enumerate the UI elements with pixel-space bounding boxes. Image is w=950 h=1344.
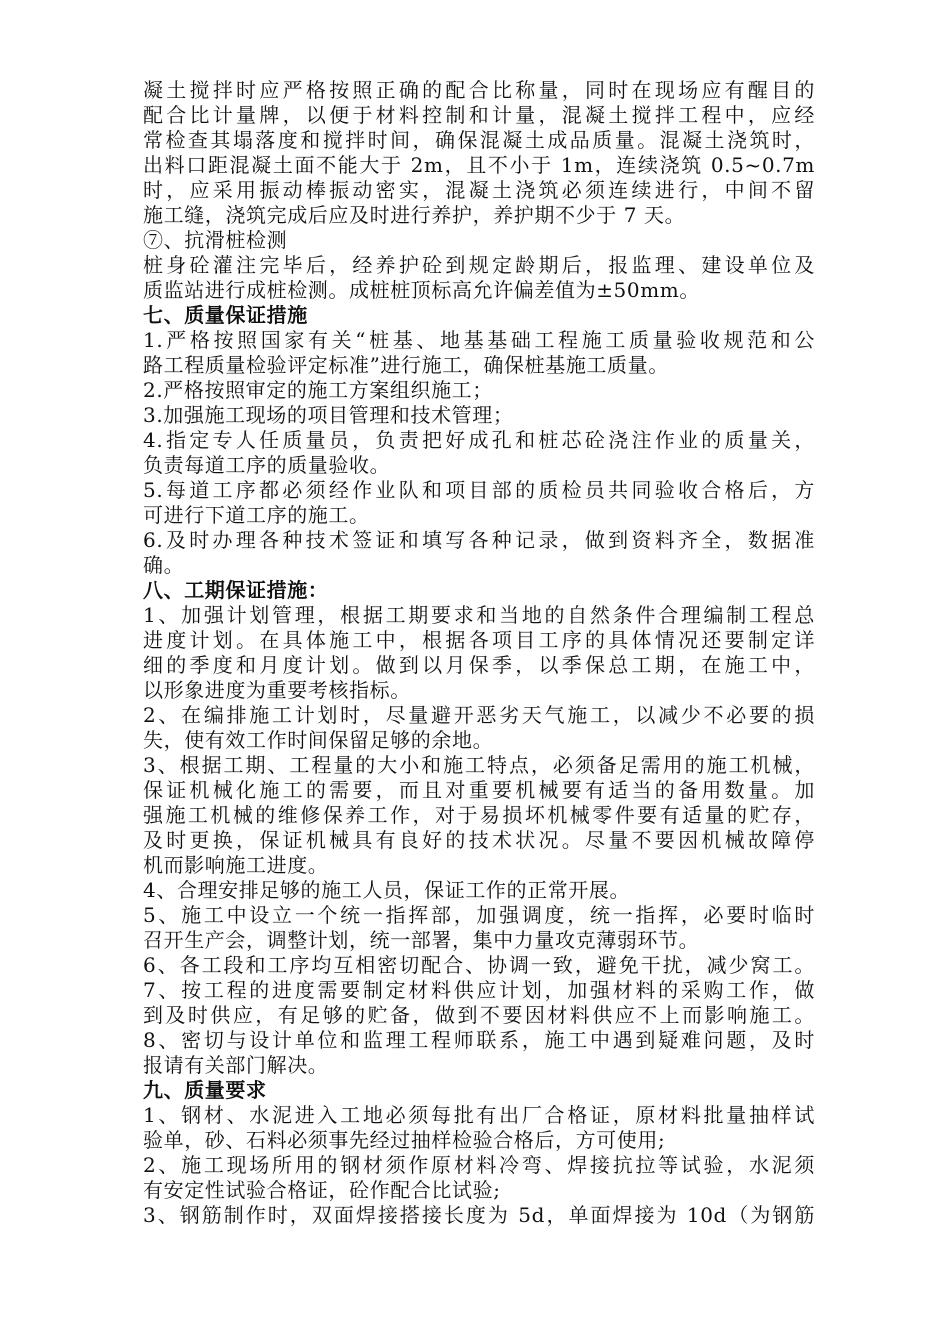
text-line: 1.严格按照国家有关“桩基、地基基础工程施工质量验收规范和公 xyxy=(143,328,815,352)
section-heading-quality-requirements: 九、质量要求 xyxy=(143,1078,267,1102)
text-line: 常检查其塌落度和搅拌时间，确保混凝土成品质量。混凝土浇筑时， xyxy=(143,128,815,152)
text-line: 1、钢材、水泥进入工地必须每批有出厂合格证，原材料批量抽样试 xyxy=(143,1103,815,1127)
text-line: 报请有关部门解决。 xyxy=(143,1053,329,1077)
text-line: 质监站进行成桩检测。成桩桩顶标高允许偏差值为±50mm。 xyxy=(143,278,700,302)
text-line: 以形象进度为重要考核指标。 xyxy=(143,678,411,702)
text-line: 3、钢筋制作时，双面焊接搭接长度为 5d，单面焊接为 10d（为钢筋 xyxy=(143,1203,815,1227)
text-line: 失，使有效工作时间保留足够的余地。 xyxy=(143,728,494,752)
text-line: 出料口距混凝土面不能大于 2m，且不小于 1m，连续浇筑 0.5~0.7m xyxy=(143,153,815,177)
text-line: 桩身砼灌注完毕后，经养护砼到规定龄期后，报监理、建设单位及 xyxy=(143,253,815,277)
text-line: 5.每道工序都必须经作业队和项目部的质检员共同验收合格后，方 xyxy=(143,478,815,502)
text-line: 负责每道工序的质量验收。 xyxy=(143,453,391,477)
text-line: 强施工机械的维修保养工作，对于易损坏机械零件要有适量的贮存， xyxy=(143,803,815,827)
text-line: 确。 xyxy=(143,553,185,577)
text-line: 有安定性试验合格证，砼作配合比试验; xyxy=(143,1178,501,1202)
text-line: 路工程质量检验评定标准”进行施工，确保桩基施工质量。 xyxy=(143,353,669,377)
text-line: 施工缝，浇筑完成后应及时进行养护，养护期不少于 7 天。 xyxy=(143,203,686,227)
section-heading-quality-assurance: 七、质量保证措施 xyxy=(143,303,308,327)
text-line: 配合比计量牌，以便于材料控制和计量，混凝土搅拌工程中，应经 xyxy=(143,103,815,127)
text-line: 6.及时办理各种技术签证和填写各种记录，做到资料齐全，数据准 xyxy=(143,528,815,552)
text-line: 2、在编排施工计划时，尽量避开恶劣天气施工，以减少不必要的损 xyxy=(143,703,815,727)
text-line: 3.加强施工现场的项目管理和技术管理； xyxy=(143,403,514,427)
text-line: 1、加强计划管理，根据工期要求和当地的自然条件合理编制工程总 xyxy=(143,603,815,627)
text-line: 5、施工中设立一个统一指挥部，加强调度，统一指挥，必要时临时 xyxy=(143,903,815,927)
text-line: 2、施工现场所用的钢材须作原材料冷弯、焊接抗拉等试验，水泥须 xyxy=(143,1153,815,1177)
text-line: 7、按工程的进度需要制定材料供应计划，加强材料的采购工作，做 xyxy=(143,978,815,1002)
text-line: 凝土搅拌时应严格按照正确的配合比称量，同时在现场应有醒目的 xyxy=(143,78,815,102)
text-line: 8、密切与设计单位和监理工程师联系，施工中遇到疑难问题，及时 xyxy=(143,1028,815,1052)
text-line: 验单，砂、石料必须事先经过抽样检验合格后，方可使用; xyxy=(143,1128,666,1152)
section-heading-schedule-assurance: 八、工期保证措施： xyxy=(143,578,329,602)
text-line: 4.指定专人任质量员，负责把好成孔和桩芯砼浇注作业的质量关， xyxy=(143,428,815,452)
text-line: 机而影响施工进度。 xyxy=(143,853,329,877)
text-line: 4、合理安排足够的施工人员，保证工作的正常开展。 xyxy=(143,878,631,902)
subsection-title: ⑦、抗滑桩检测 xyxy=(143,228,288,252)
text-line: 3、根据工期、工程量的大小和施工特点，必须备足需用的施工机械， xyxy=(143,753,815,777)
document-page xyxy=(143,78,815,1228)
text-line: 及时更换，保证机械具有良好的技术状况。尽量不要因机械故障停 xyxy=(143,828,815,852)
text-line: 时，应采用振动棒振动密实，混凝土浇筑必须连续进行，中间不留 xyxy=(143,178,815,202)
text-line: 到及时供应，有足够的贮备，做到不要因材料供应不上而影响施工。 xyxy=(143,1003,815,1027)
text-line: 细的季度和月度计划。做到以月保季，以季保总工期，在施工中， xyxy=(143,653,815,677)
text-line: 进度计划。在具体施工中，根据各项目工序的具体情况还要制定详 xyxy=(143,628,815,652)
text-line: 2.严格按照审定的施工方案组织施工； xyxy=(143,378,493,402)
text-line: 6、各工段和工序均互相密切配合、协调一致，避免干扰，减少窝工。 xyxy=(143,953,815,977)
text-line: 保证机械化施工的需要，而且对重要机械要有适当的备用数量。加 xyxy=(143,778,815,802)
text-line: 召开生产会，调整计划，统一部署，集中力量攻克薄弱环节。 xyxy=(143,928,700,952)
text-line: 可进行下道工序的施工。 xyxy=(143,503,370,527)
